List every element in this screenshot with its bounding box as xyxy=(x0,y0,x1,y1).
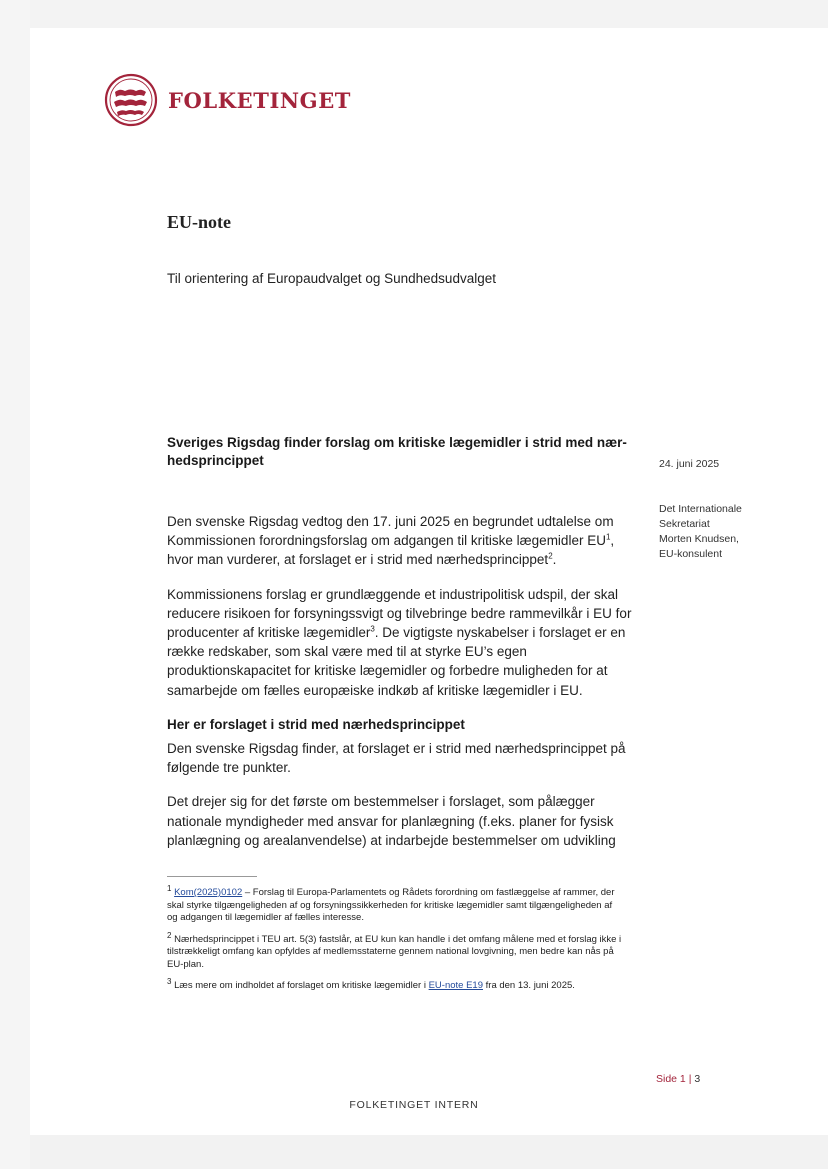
footnote-3: $^3$ Læs mere om indholdet af forslaget om kritiske lægemidler i EU-note E19 fra den 13. juni 2025. xyxy=(167,976,575,991)
note-date: 24. juni 2025 xyxy=(659,458,720,470)
footnote-ref[interactable]: 3 xyxy=(370,624,375,634)
document-type: EU-note xyxy=(167,212,231,232)
footnote-ref[interactable]: 2 xyxy=(548,551,553,561)
sender-line: Det Internationale xyxy=(659,503,742,515)
folketinget-logo xyxy=(104,73,351,127)
section-heading: Her er forslaget i strid med nærhedsprincippet xyxy=(167,716,465,732)
page-number: Side 1 | 3 xyxy=(656,1073,701,1085)
scan-edge-bottom xyxy=(0,1135,828,1169)
sender-line: Sekretariat xyxy=(659,518,710,530)
body-paragraph: Den svenske Rigsdag finder, at forslaget er i strid med nærhedsprincippet på følgende tre punkter. xyxy=(167,741,626,776)
classification-label: FOLKETINGET INTERN xyxy=(349,1099,479,1111)
kom-document-link[interactable]: Kom(2025)0102 xyxy=(174,887,243,898)
footnote-ref[interactable]: 1 xyxy=(605,532,611,542)
eu-note-e19-link[interactable]: EU-note E19 xyxy=(428,980,483,991)
footnote-separator xyxy=(167,876,257,877)
scan-edge-left xyxy=(0,0,30,1169)
sender-block xyxy=(659,502,742,562)
logo-wordmark: FOLKETINGET xyxy=(168,87,352,113)
scan-edge-top xyxy=(0,0,828,28)
recipients-line: Til orientering af Europaudvalget og Sundhedsudvalget xyxy=(167,271,496,286)
body-paragraph: Det drejer sig for det første om bestemmelser i forslaget, som pålægger nationale myndigheder med ansvar for planlægning (f.eks. planer for fysisk planlægning og arealanvendelse) at indarbejde bestemmelser om udvikling xyxy=(167,794,616,848)
footnote-1: $^1$ Kom(2025)0102 – Forslag til Europa-Parlamentets og Rådets forordning om fastlæggelse af rammer, der skal styrke tilgængeligheden af og forsyningssikkerheden for kritiske lægemidler samt tilgængeligheden af og adgangen til lægemidler af fælles interesse. xyxy=(167,883,615,923)
body-paragraph: Den svenske Rigsdag vedtog den 17. juni 2025 en begrundet udtalelse om Kommissionen forordningsforslag om adgangen til kritiske lægemidler $EU^1$, hvor man vurderer, at forslaget er i strid med nærhedsprincippet$^2$. xyxy=(167,514,615,568)
footnotes xyxy=(167,883,622,1002)
lions-emblem-icon xyxy=(104,73,158,127)
sender-line: Morten Knudsen, xyxy=(659,533,739,545)
sender-line: EU-konsulent xyxy=(659,548,723,560)
footnote-2: $^2$ Nærhedsprincippet i TEU art. 5(3) fastslår, at EU kun kan handle i det omfang målene med et forslag ikke i tilstrækkeligt omfang kan opfyldes af medlemsstaterne gennem national lovgivning, men bedre kan nås på EU-plan. xyxy=(167,930,622,970)
note-body xyxy=(167,512,632,865)
body-paragraph: Kommissionens forslag er grundlæggende et industripolitisk udspil, der skal reducere risikoen for forsyningssvigt og tilvebringe bedre rammevilkår i EU for producenter af kritiske lægemidler$^3$. De vigtigste nyskabelser i forslaget er en række redskaber, som skal være med til at styrke EU’s egen produktionskapacitet for kritiske lægemidler og forbedre muligheden for at samarbejde om fælles europæiske indkøb af kritiske lægemidler i EU. xyxy=(167,586,632,698)
note-title: Sveriges Rigsdag finder forslag om kritiske lægemidler i strid med nær-hedsprincippet xyxy=(167,435,627,468)
